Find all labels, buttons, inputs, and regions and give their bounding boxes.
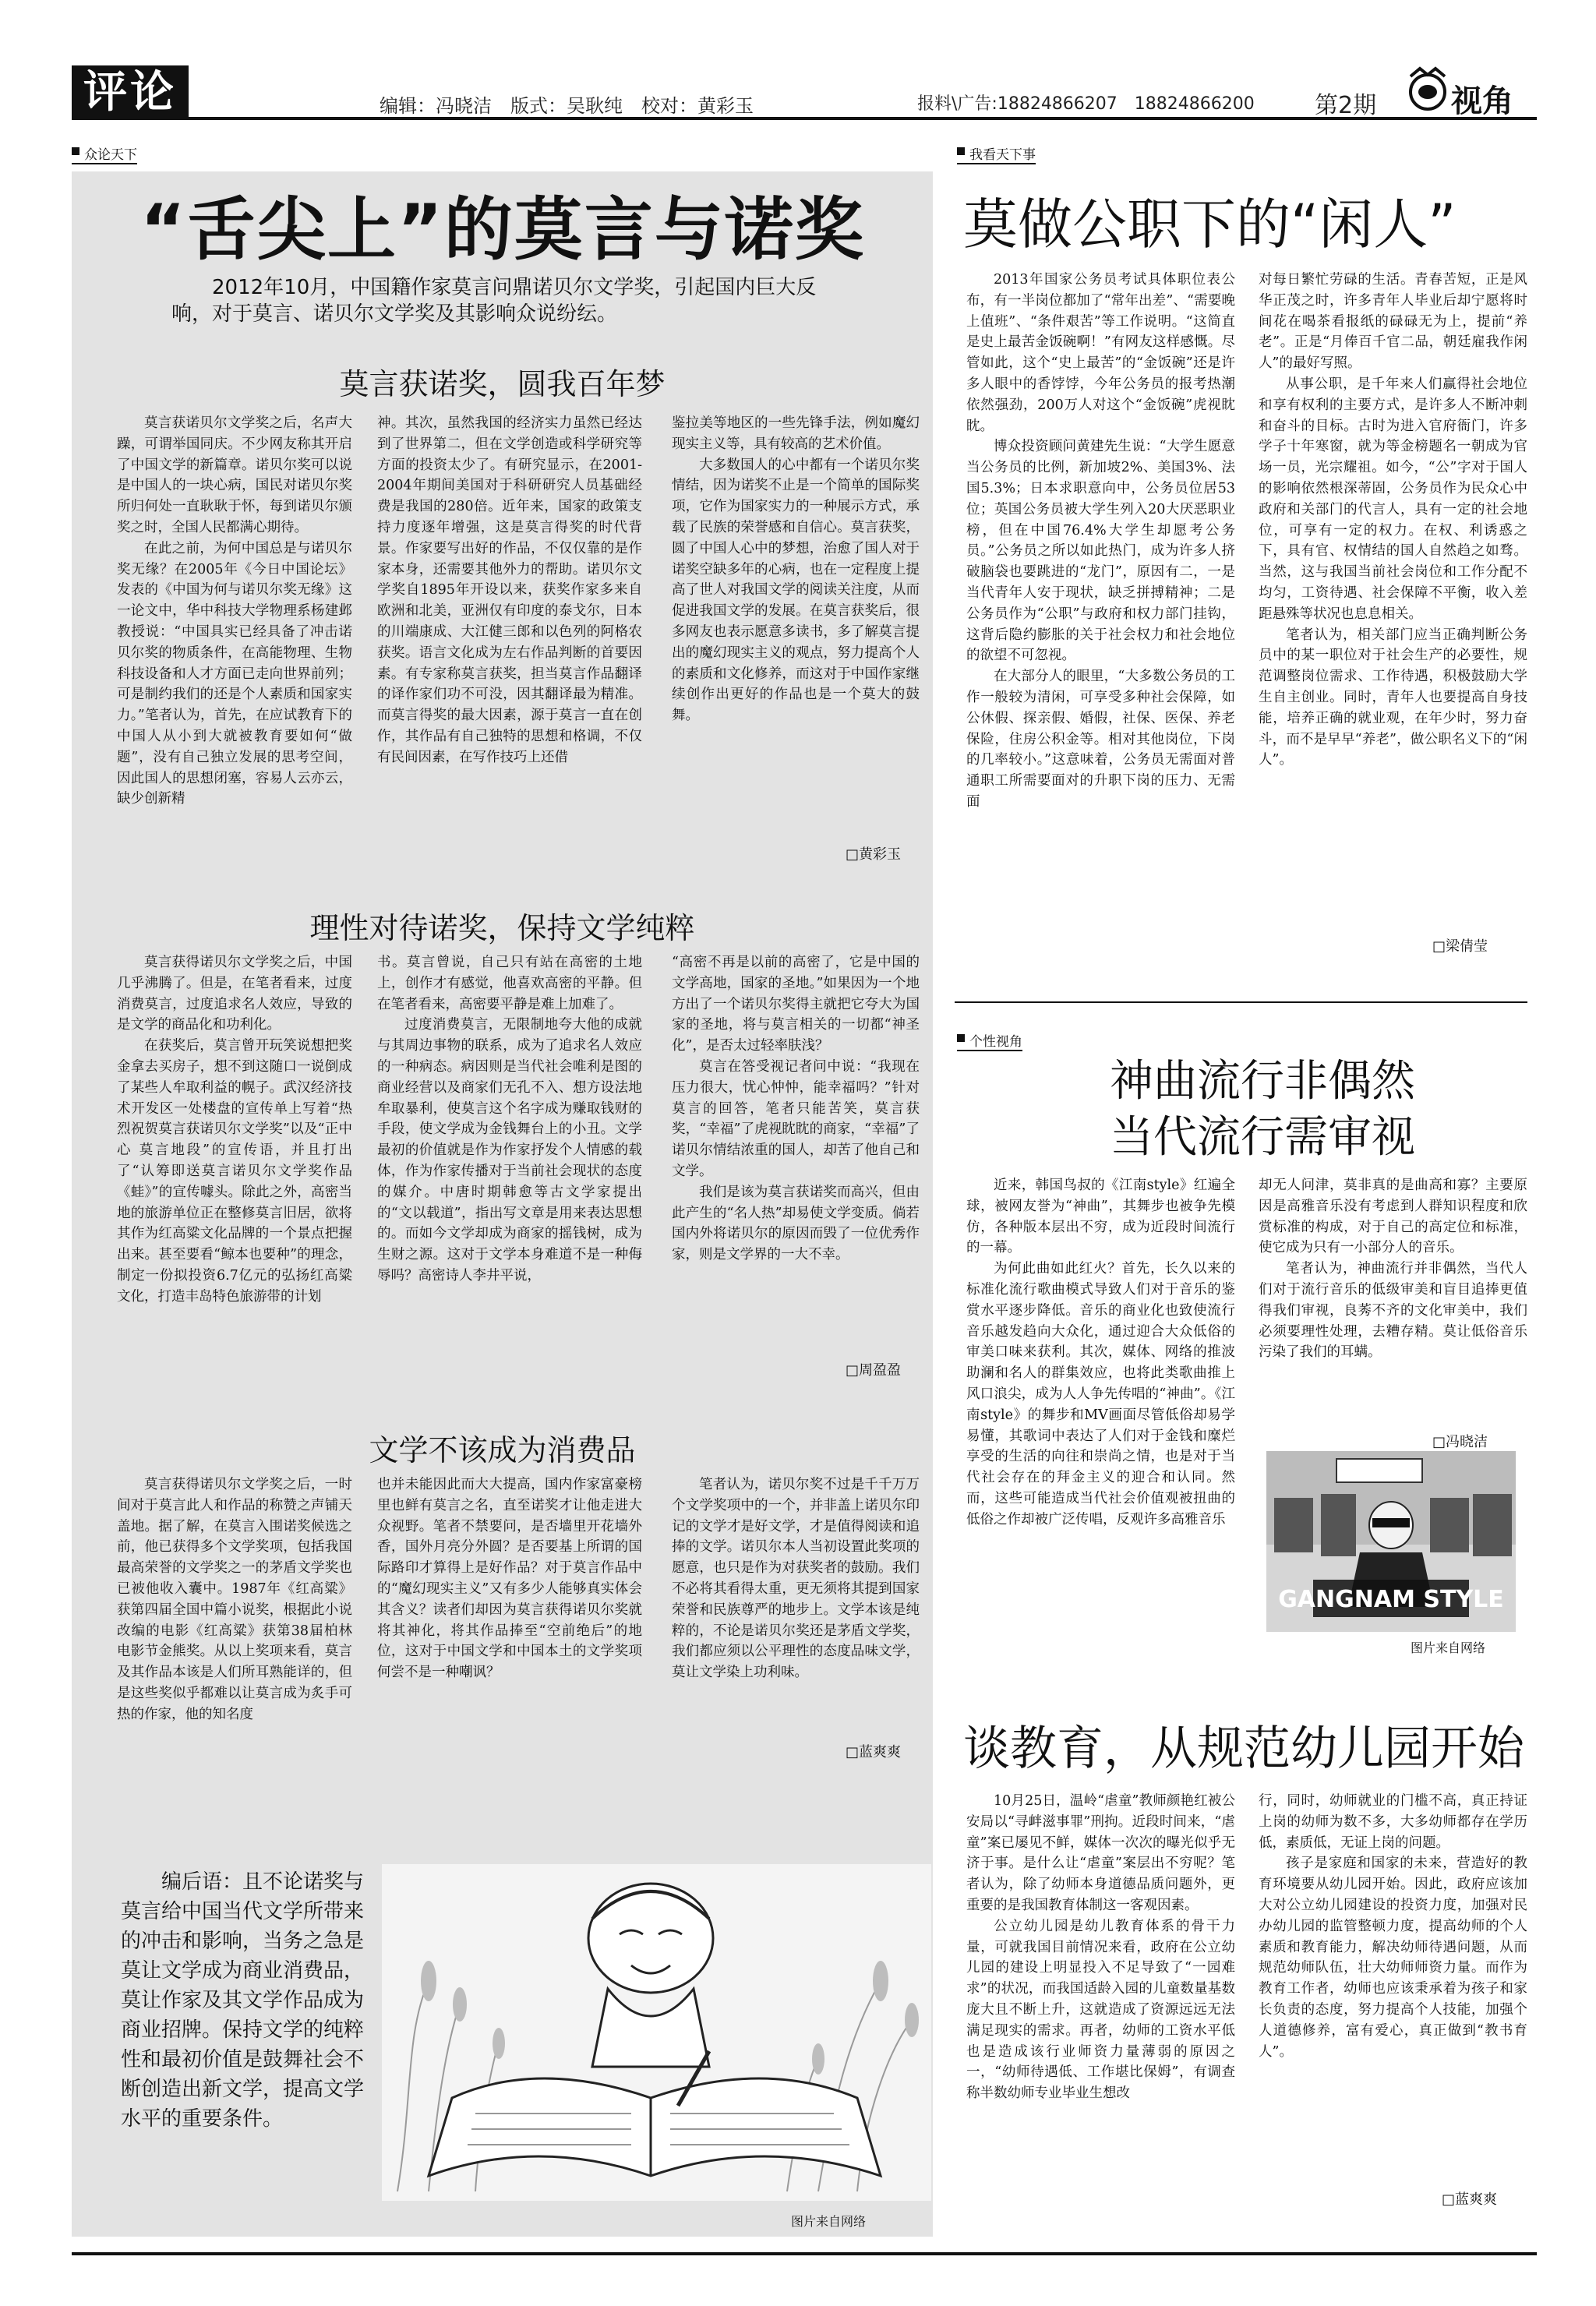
paragraph: 过度消费莫言，无限制地夸大他的成就与其周边事物的联系，成为了追求名人效应的一种病态。病因则是当代社会唯利是图的商业经营以及商家们无孔不入、想方设法地牟取暴利，使莫言这个名字成为赚取钱财的手段，使文学成为金钱舞台上的小丑。文学最初的价值就是作为作家抒发个人情感的载体，作为作家传播对于当前社会现状的态度的媒介。中唐时期韩愈等古文学家提出的“文以载道”，指出写文章是用来表达思想的。而如今文学却成为商家的摇钱树，成为生财之源。这对于文学本身难道不是一种侮辱吗？高密诗人李井平说， — [377, 1017, 642, 1284]
paragraph: 莫言获诺贝尔文学奖之后，名声大躁，可谓举国同庆。不少网友称其开启了中国文学的新篇章。诺贝尔奖可以说是中国人的一块心病，国民对诺贝尔奖所归何处一直耿耿于怀，每到诺贝尔颁奖之时，全国人民都满心期待。 — [117, 415, 352, 535]
paragraph: 从事公职，是千年来人们赢得社会地位和享有权利的主要方式，是许多人不断冲刺和奋斗的目标。古时为进入官府衙门，许多学子十年寒窗，就为等金榜题名一朝成为官场一员，光宗耀祖。如今，“公”字对于国人的影响依然根深蒂固，公务员作为民众心中政府和关部门的代言人，具有一定的社会地位，可享有一定的权力。在权、利诱惑之下，具有官、权情结的国人自然趋之如骛。当然，这与我国当前社会岗位和工作分配不均匀，工资待遇、社会保障不平衡，收入差距悬殊等状况也息息相关。 — [1259, 376, 1527, 622]
paragraph: 行，同时，幼师就业的门槛不高，真正持证上岗的幼师为数不多，大多幼师都存在学历低，素质低，无证上岗的问题。 — [1259, 1793, 1527, 1851]
paragraph: 我们是该为莫言获诺奖而高兴，但由此产生的“名人热”却易使文学变质。倘若国内外将诺贝尔的原因而毁了一位优秀作家，则是文学界的一大不幸。 — [672, 1184, 920, 1263]
illustration-caption: 图片来自网络 — [791, 2214, 867, 2229]
paragraph: 大多数国人的心中都有一个诺贝尔奖情结，因为诺奖不止是一个简单的国际奖项，它作为国家实力的一种展示方式，承载了民族的荣誉感和自信心。莫言获奖，圆了中国人心中的梦想，治愈了国人对于诺奖空缺多年的心病，也在一定程度上提高了世人对我国文学的阅读关注度，从而促进我国文学的发展。在莫言获奖后，很多网友也表示愿意多读书，多了解莫言提出的魔幻现实主义的观点，努力提高个人的素质和文化修养，而这对于中国作家继续创作出更好的作品也是一个莫大的鼓舞。 — [672, 457, 920, 724]
right-column-tag-2: 个性视角 — [957, 1030, 1022, 1051]
article-3-byline: □ 蓝爽爽 — [1442, 2188, 1497, 2209]
logo-text: 视角 — [1451, 83, 1513, 119]
photo-sign-text: GANGNAM STYLE — [1278, 1586, 1504, 1613]
article-3-title: 谈教育，从规范幼儿园开始 — [963, 1722, 1524, 1776]
paragraph: 笔者认为，诺贝尔奖不过是千千万万个文学奖项中的一个，并非盖上诺贝尔印记的文学才是好文学，才是值得阅读和追捧的文学。诺贝尔本人当初设置此奖项的愿意，也只是作为对获奖者的鼓励。我们不必将其看得太重，更无须将其提到国家荣誉和民族尊严的地步上。文学本该是纯粹的，不论是诺贝尔奖还是茅盾文学奖，我们都应须以公平理性的态度品味文学，莫让文学染上功利味。 — [672, 1477, 920, 1681]
paragraph: 鉴拉美等地区的一些先锋手法，例如魔幻现实主义等，具有较高的艺术价值。 — [672, 415, 920, 452]
paragraph: 却无人问津，莫非真的是曲高和寡？主要原因是高雅音乐没有考虑到人群知识程度和欣赏标准的构成，对于自己的高定位和标准，使它成为只有一小部分人的音乐。 — [1259, 1178, 1527, 1256]
paragraph: 2013年国家公务员考试具体职位表公布，有一半岗位都加了“常年出差”、“需要晚上值班”、“条件艰苦”等工作说明。“这简直是史上最苦金饭碗啊！”有网友这样感慨。尽管如此，这个“史上最苦”的“金饭碗”还是许多人眼中的香饽饽，今年公务员的报考热潮依然强劲，200万人对这个“金饭碗”虎视眈眈。 — [966, 272, 1235, 434]
paragraph: 莫言获得诺贝尔文学奖之后，一时间对于莫言此人和作品的称赞之声铺天盖地。据了解，在莫言入围诺奖候选之前，他已获得多个文学奖项，包括我国最高荣誉的文学奖之一的茅盾文学奖也已被他收入囊中。1987年《红高粱》获第四届全国中篇小说奖，根据此小说改编的电影《红高粱》获第38届柏林电影节金熊奖。从以上奖项来看，莫言及其作品本该是人们所耳熟能详的，但是这些奖似乎都难以让莫言成为炙手可热的作家，他的知名度 — [117, 1477, 352, 1722]
footer-rule — [72, 2252, 1537, 2255]
paragraph: 也并未能因此而大大提高，国内作家富豪榜里也鲜有莫言之名，直至诺奖才让他走进大众视野。笔者不禁要问，是否墙里开花墙外香，国外月亮分外圆？是否要基上所谓的国际路印才算得上是好作品？对于莫言作品中的“魔幻现实主义”又有多少人能够真实体会其含义？读者们却因为莫言获得诺贝尔奖就将其神化，将其作品捧至“空前绝后”的地位，这对于中国文学和中国本土的文学奖项何尝不是一种嘲讽？ — [377, 1477, 642, 1681]
section-3-col-1 — [117, 1474, 352, 1837]
left-main-title: “舌尖上”的莫言与诺奖 — [140, 189, 865, 270]
section-2-col-3 — [672, 952, 920, 1412]
editorial-credits: 编辑：冯晓洁 版式：吴耿纯 校对：黄彩玉 — [380, 95, 754, 117]
gangnam-style-photo — [1266, 1451, 1516, 1632]
paragraph: 公立幼儿园是幼儿教育体系的骨干力量，可就我国目前情况来看，政府在公立幼儿园的建设上明显投入不足导致了“一园难求”的状况，而我国适龄入园的儿童数量基数庞大且不断上升，这就造成了资源远远无法满足现实的需求。再者，幼师的工资水平低也是造成该行业师资力量薄弱的原因之一，“幼师待遇低、工作堪比保姆”，有调查称半数幼师专业毕业生想改 — [966, 1918, 1235, 2102]
article-1-col-2 — [1259, 270, 1527, 971]
section-2-byline: □ 周盈盈 — [846, 1359, 901, 1379]
paragraph: “高密不再是以前的高密了，它是中国的文学高地，国家的圣地。”如果因为一个地方出了一个诺贝尔奖得主就把它夸大为国家的圣地，将与莫言相关的一切都“神圣化”，是否太过轻率肤浅？ — [672, 955, 920, 1054]
contact-info: 报料\广告:18824866207 18824866200 — [917, 94, 1255, 114]
paragraph: 博众投资顾问黄建先生说：“大学生愿意当公务员的比例，新加坡2%、美国3%、法国5.3%；日本求职意向中，公务员位居53位；英国公务员被大学生列入20大厌恶职业榜，但在中国76.4%大学生却愿考公务员。”公务员之所以如此热门，成为许多人挤破脑袋也要跳进的“龙门”，原因有二，一是当代青年人安于现状，缺乏拼搏精神；二是公务员作为“公职”与政府和权力部门挂钩，这背后隐约膨胀的关于社会权力和社会地位的欲望不可忽视。 — [966, 439, 1235, 664]
issue-number: 第2期 — [1315, 92, 1377, 119]
paragraph: 神。其次，虽然我国的经济实力虽然已经达到了世界第二，但在文学创造或科学研究等方面的投资太少了。有研究显示，在2001-2004年期间美国对于科研研究人员基础经费是我国的280倍。近年来，国家的政策支持力度逐年增强，这是莫言得奖的时代背景。作家要写出好的作品，不仅仅靠的是作家本身，还需要其他外力的帮助。诺贝尔文学奖自1895年开设以来，获奖作家多来自欧洲和北美，亚洲仅有印度的泰戈尔，日本的川端康成、大江健三郎和以色列的阿格农获奖。语言文化成为左右作品判断的首要因素。有专家称莫言获奖，担当莫言作品翻译的译作家们功不可没，因其翻译最为精准。而莫言得奖的最大因素，源于莫言一直在创作，其作品有自己独特的思想和格调，不仅有民间因素，在写作技巧上还借 — [377, 415, 642, 765]
paragraph: 笔者认为，相关部门应当正确判断公务员中的某一职位对于社会生产的必要性，规范调整岗位需求、工作待遇，积极鼓励大学生自主创业。同时，青年人也要提高自身技能，培养正确的就业观，在年少时，努力奋斗，而不是早早“养老”，做公职名义下的“闲人”。 — [1259, 627, 1527, 768]
paragraph: 莫言在答受视记者问中说：“我现在压力很大，忧心忡忡，能幸福吗？”针对莫言的回答，笔者只能苦笑，莫言获奖，“幸福”了虎视眈眈的商家，“幸福”了诺贝尔情结浓重的国人，却苦了他自己和文学。 — [672, 1058, 920, 1179]
paragraph: 莫言获得诺贝尔文学奖之后，中国几乎沸腾了。但是，在笔者看来，过度消费莫言，过度追求名人效应，导致的是文学的商品化和功利化。 — [117, 955, 352, 1033]
paragraph: 书。莫言曾说，自己只有站在高密的土地上，创作才有感觉，他喜欢高密的平静。但在笔者看来，高密要平静是难上加难了。 — [377, 955, 642, 1012]
section-1-col-3 — [672, 413, 920, 869]
section-3-heading: 文学不该成为消费品 — [369, 1433, 636, 1467]
paragraph: 在获奖后，莫言曾开玩笑说想把奖金拿去买房子，想不到这随口一说倒成了某些人牟取利益的幌子。武汉经济技术开发区一处楼盘的宣传单上写着“热烈祝贺莫言获诺贝尔文学奖”以及“正中心 莫言地段”的宣传语，并且打出了“认筹即送莫言诺贝尔文学奖作品《蛙》”的宣传噱头。除此之外，高密当地的旅游单位正在整修莫言旧居，欲将其作为红高粱文化品牌的一个景点把握出来。甚至要看“鲸本也要种”的理念，制定一份拟投资6.7亿元的弘扬红高粱文化，打造丰岛特色旅游带的计划 — [117, 1038, 352, 1305]
photo-caption: 图片来自网络 — [1411, 1640, 1486, 1655]
masthead-logo — [1404, 65, 1537, 117]
logo-mark-icon — [1404, 65, 1451, 112]
section-title: 评论 — [72, 65, 189, 120]
paragraph: 在此之前，为何中国总是与诺贝尔奖无缘？在2005年《今日中国论坛》发表的《中国为何与诺贝尔奖无缘》这一论文中，华中科技大学物理系杨建邺教授说：“中国具实已经具备了冲击诺贝尔奖的物质条件，在高能物理、生物科技设备和人才方面已走向世界前列；可是制约我们的还是个人素质和国家实力。”笔者认为，首先，在应试教育下的中国人从小到大就被教育要如何“做题”，没有自己独立发展的思考空间，因此国人的思想闭塞，容易人云亦云，缺少创新精 — [117, 540, 352, 807]
right-column-tag-1: 我看天下事 — [957, 143, 1036, 164]
article-2-title-line-2: 当代流行需审视 — [1110, 1112, 1415, 1163]
paragraph: 孩子是家庭和国家的未来，营造好的教育环境要从幼儿园开始。因此，政府应该加大对公立幼儿园建设的投资力度，加强对民办幼儿园的监管整顿力度，提高幼师的个人素质和教育能力，解决幼师待遇问题，从而规范幼师队伍，壮大幼师师资力量。而作为教育工作者，幼师也应该秉承着为孩子和家长负责的态度，努力提高个人技能，加强个人道德修养，富有爱心，真正做到“教书育人”。 — [1259, 1856, 1527, 2060]
article-2-byline: □ 冯晓洁 — [1432, 1431, 1488, 1451]
section-3-col-2 — [377, 1474, 642, 1837]
article-2-title — [1060, 1054, 1465, 1166]
article-2-col-1 — [966, 1175, 1235, 1697]
article-1-title: 莫做公职下的“闲人” — [963, 192, 1457, 256]
section-2-col-2 — [377, 952, 642, 1412]
left-column-tag: 众论天下 — [72, 143, 137, 164]
paragraph: 10月25日，温岭“虐童”教师颜艳红被公安局以“寻衅滋事罪”刑拘。近段时间来，“虐童”案已屡见不鲜，媒体一次次的曝光似乎无济于事。是什么让“虐童”案层出不穷呢？笔者认为，除了幼师本身道德品质问题外，更重要的是我国教育体制这一客观因素。 — [966, 1793, 1235, 1913]
section-2-col-1 — [117, 952, 352, 1412]
paragraph: 为何此曲如此红火？首先，长久以来的标准化流行歌曲模式导致人们对于音乐的鉴赏水平逐步降低。音乐的商业化也致使流行音乐越发趋向大众化，通过迎合大众低俗的审美口味来获利。其次，媒体、网络的推波助澜和名人的群集效应，也将此类歌曲推上风口浪尖，成为人人争先传唱的“神曲”。《江南style》的舞步和MV画面尽管低俗却易学易懂，其歌词中表达了人们对于金钱和糜烂享受的生活的向往和崇尚之情，也是对于当代社会存在的拜金主义的迎合和认同。然而，这些可能造成当代社会价值观被扭曲的低俗之作却被广泛传唱，反观许多高雅音乐 — [966, 1261, 1235, 1527]
section-1-byline: □ 黄彩玉 — [846, 843, 901, 863]
paragraph: 近来，韩国鸟叔的《江南style》红遍全球，被网友誉为“神曲”，其舞步也被争先模仿，各种版本层出不穷，成为近段时间流行的一幕。 — [966, 1178, 1235, 1256]
paragraph: 对每日繁忙劳碌的生活。青春苦短，正是风华正茂之时，许多青年人毕业后却宁愿将时间花在喝茶看报纸的碌碌无为上，提前“养老”。正是“月俸百千官二品，朝廷雇我作闲人”的最好写照。 — [1259, 272, 1527, 372]
section-3-col-3 — [672, 1474, 920, 1837]
article-1-col-1 — [966, 270, 1235, 971]
article-2-title-line-1: 神曲流行非偶然 — [1110, 1056, 1415, 1107]
article-1-byline: □ 梁倩莹 — [1432, 935, 1488, 955]
editor-note: 编后语：且不论诺奖与莫言给中国当代文学所带来的冲击和影响，当务之急是莫让文学成为商业消费品，莫让作家及其文学作品成为商业招牌。保持文学的纯粹性和最初价值是鼓舞社会不断创造出新文学，提高文学水平的重要条件。 — [121, 1870, 365, 2131]
article-3-col-1 — [966, 1791, 1235, 2219]
page-header — [72, 65, 1537, 120]
section-1-col-1 — [117, 413, 352, 869]
paragraph: 在大部分人的眼里，“大多数公务员的工作一般较为清闲，可享受多种社会保障，如公休假、探亲假、婚假，社保、医保、养老保险，住房公积金等。相对其他岗位，下岗的几率较小。”这意味着，公务员无需面对普通职工所需要面对的升职下岗的压力、无需面 — [966, 669, 1235, 810]
section-2-heading: 理性对待诺奖，保持文学纯粹 — [309, 911, 695, 945]
article-3-col-2 — [1259, 1791, 1527, 2087]
caricature-illustration — [382, 1864, 931, 2201]
divider — [955, 1001, 1527, 1003]
section-1-heading: 莫言获诺奖，圆我百年梦 — [339, 367, 666, 401]
section-3-byline: □ 蓝爽爽 — [846, 1741, 901, 1761]
article-2-col-2 — [1259, 1175, 1527, 1432]
section-1-col-2 — [377, 413, 642, 869]
left-intro: 2012年10月，中国籍作家莫言问鼎诺贝尔文学奖，引起国内巨大反响，对于莫言、诺贝尔文学奖及其影响众说纷纭。 — [171, 276, 817, 326]
paragraph: 笔者认为，神曲流行并非偶然，当代人们对于流行音乐的低级审美和盲目追捧更值得我们审视，良莠不齐的文化审美中，我们必须要理性处理，去糟存精。莫让低俗音乐污染了我们的耳螨。 — [1259, 1261, 1527, 1361]
